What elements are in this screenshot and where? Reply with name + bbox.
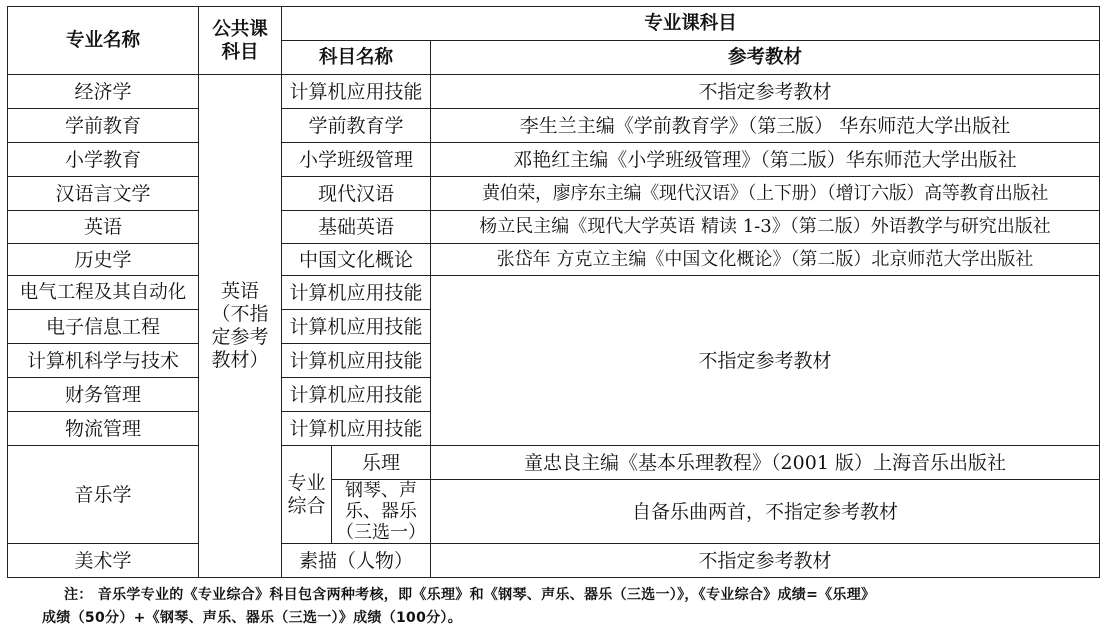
music-sub2-name bbox=[332, 480, 431, 544]
major-cell: 计算机科学与技术 bbox=[8, 344, 199, 378]
public-course-line4: 教材） bbox=[211, 349, 269, 371]
book-cell: 不指定参考教材 bbox=[431, 75, 1100, 109]
subject-cell: 计算机应用技能 bbox=[282, 310, 431, 344]
public-course-line3: 定参考 bbox=[211, 326, 269, 348]
art-book-cell: 不指定参考教材 bbox=[431, 544, 1100, 578]
header-public-course-line1: 公共课 bbox=[212, 18, 268, 40]
subject-cell: 小学班级管理 bbox=[282, 143, 431, 177]
book-cell: 杨立民主编《现代大学英语 精读 1-3》（第二版）外语教学与研究出版社 bbox=[431, 211, 1100, 244]
footnote-line2: 成绩（50分）+《钢琴、声乐、器乐（三选一）》成绩（100分）。 bbox=[42, 610, 463, 626]
art-major-cell: 美术学 bbox=[8, 544, 199, 578]
header-reference-books: 参考教材 bbox=[431, 41, 1100, 75]
header-subject-name: 科目名称 bbox=[282, 41, 431, 75]
subject-cell: 学前教育学 bbox=[282, 109, 431, 143]
music-sub2-line3: （三选一） bbox=[336, 522, 426, 543]
major-cell: 历史学 bbox=[8, 244, 199, 276]
major-cell: 财务管理 bbox=[8, 378, 199, 412]
reference-table bbox=[7, 6, 1100, 578]
major-cell: 电气工程及其自动化 bbox=[8, 276, 199, 310]
footnote bbox=[42, 584, 1092, 630]
subject-cell: 计算机应用技能 bbox=[282, 75, 431, 109]
music-group-cell bbox=[282, 446, 332, 544]
subject-cell: 中国文化概论 bbox=[282, 244, 431, 276]
subject-cell: 计算机应用技能 bbox=[282, 412, 431, 446]
art-subject-cell: 素描（人物） bbox=[282, 544, 431, 578]
subject-cell: 现代汉语 bbox=[282, 177, 431, 211]
header-major-name: 专业名称 bbox=[8, 7, 199, 75]
book-cell: 张岱年 方克立主编《中国文化概论》（第二版）北京师范大学出版社 bbox=[431, 244, 1100, 276]
music-sub2-line2: 乐、器乐 bbox=[345, 501, 417, 522]
public-course-line2: （不指 bbox=[211, 303, 269, 325]
major-cell: 经济学 bbox=[8, 75, 199, 109]
major-cell: 英语 bbox=[8, 211, 199, 244]
book-cell: 邓艳红主编《小学班级管理》（第二版）华东师范大学出版社 bbox=[431, 143, 1100, 177]
public-course-cell bbox=[199, 75, 282, 578]
footnote-line1: 注： 音乐学专业的《专业综合》科目包含两种考核，即《乐理》和《钢琴、声乐、器乐（三选一）》，《专业综合》成绩=《乐理》 bbox=[64, 587, 876, 603]
header-public-course bbox=[199, 7, 282, 75]
music-group-line1: 专业 bbox=[287, 471, 326, 494]
music-sub2-line1: 钢琴、声 bbox=[345, 480, 417, 501]
subject-cell: 计算机应用技能 bbox=[282, 276, 431, 310]
music-major-cell: 音乐学 bbox=[8, 446, 199, 544]
public-course-line1: 英语 bbox=[220, 280, 259, 302]
music-sub2-book: 自备乐曲两首，不指定参考教材 bbox=[431, 480, 1100, 544]
music-sub1-name: 乐理 bbox=[332, 446, 431, 480]
header-public-course-line2: 科目 bbox=[221, 41, 259, 63]
subject-cell: 计算机应用技能 bbox=[282, 344, 431, 378]
music-sub1-book: 童忠良主编《基本乐理教程》（2001 版）上海音乐出版社 bbox=[431, 446, 1100, 480]
merged-book-cell: 不指定参考教材 bbox=[431, 276, 1100, 446]
major-cell: 学前教育 bbox=[8, 109, 199, 143]
major-cell: 汉语言文学 bbox=[8, 177, 199, 211]
major-cell: 物流管理 bbox=[8, 412, 199, 446]
header-specialty-subjects: 专业课科目 bbox=[282, 7, 1100, 41]
major-cell: 小学教育 bbox=[8, 143, 199, 177]
book-cell: 李生兰主编《学前教育学》（第三版） 华东师范大学出版社 bbox=[431, 109, 1100, 143]
major-cell: 电子信息工程 bbox=[8, 310, 199, 344]
subject-cell: 计算机应用技能 bbox=[282, 378, 431, 412]
book-cell: 黄伯荣，廖序东主编《现代汉语》（上下册）（增订六版）高等教育出版社 bbox=[431, 177, 1100, 211]
music-group-line2: 综合 bbox=[287, 494, 326, 517]
subject-cell: 基础英语 bbox=[282, 211, 431, 244]
